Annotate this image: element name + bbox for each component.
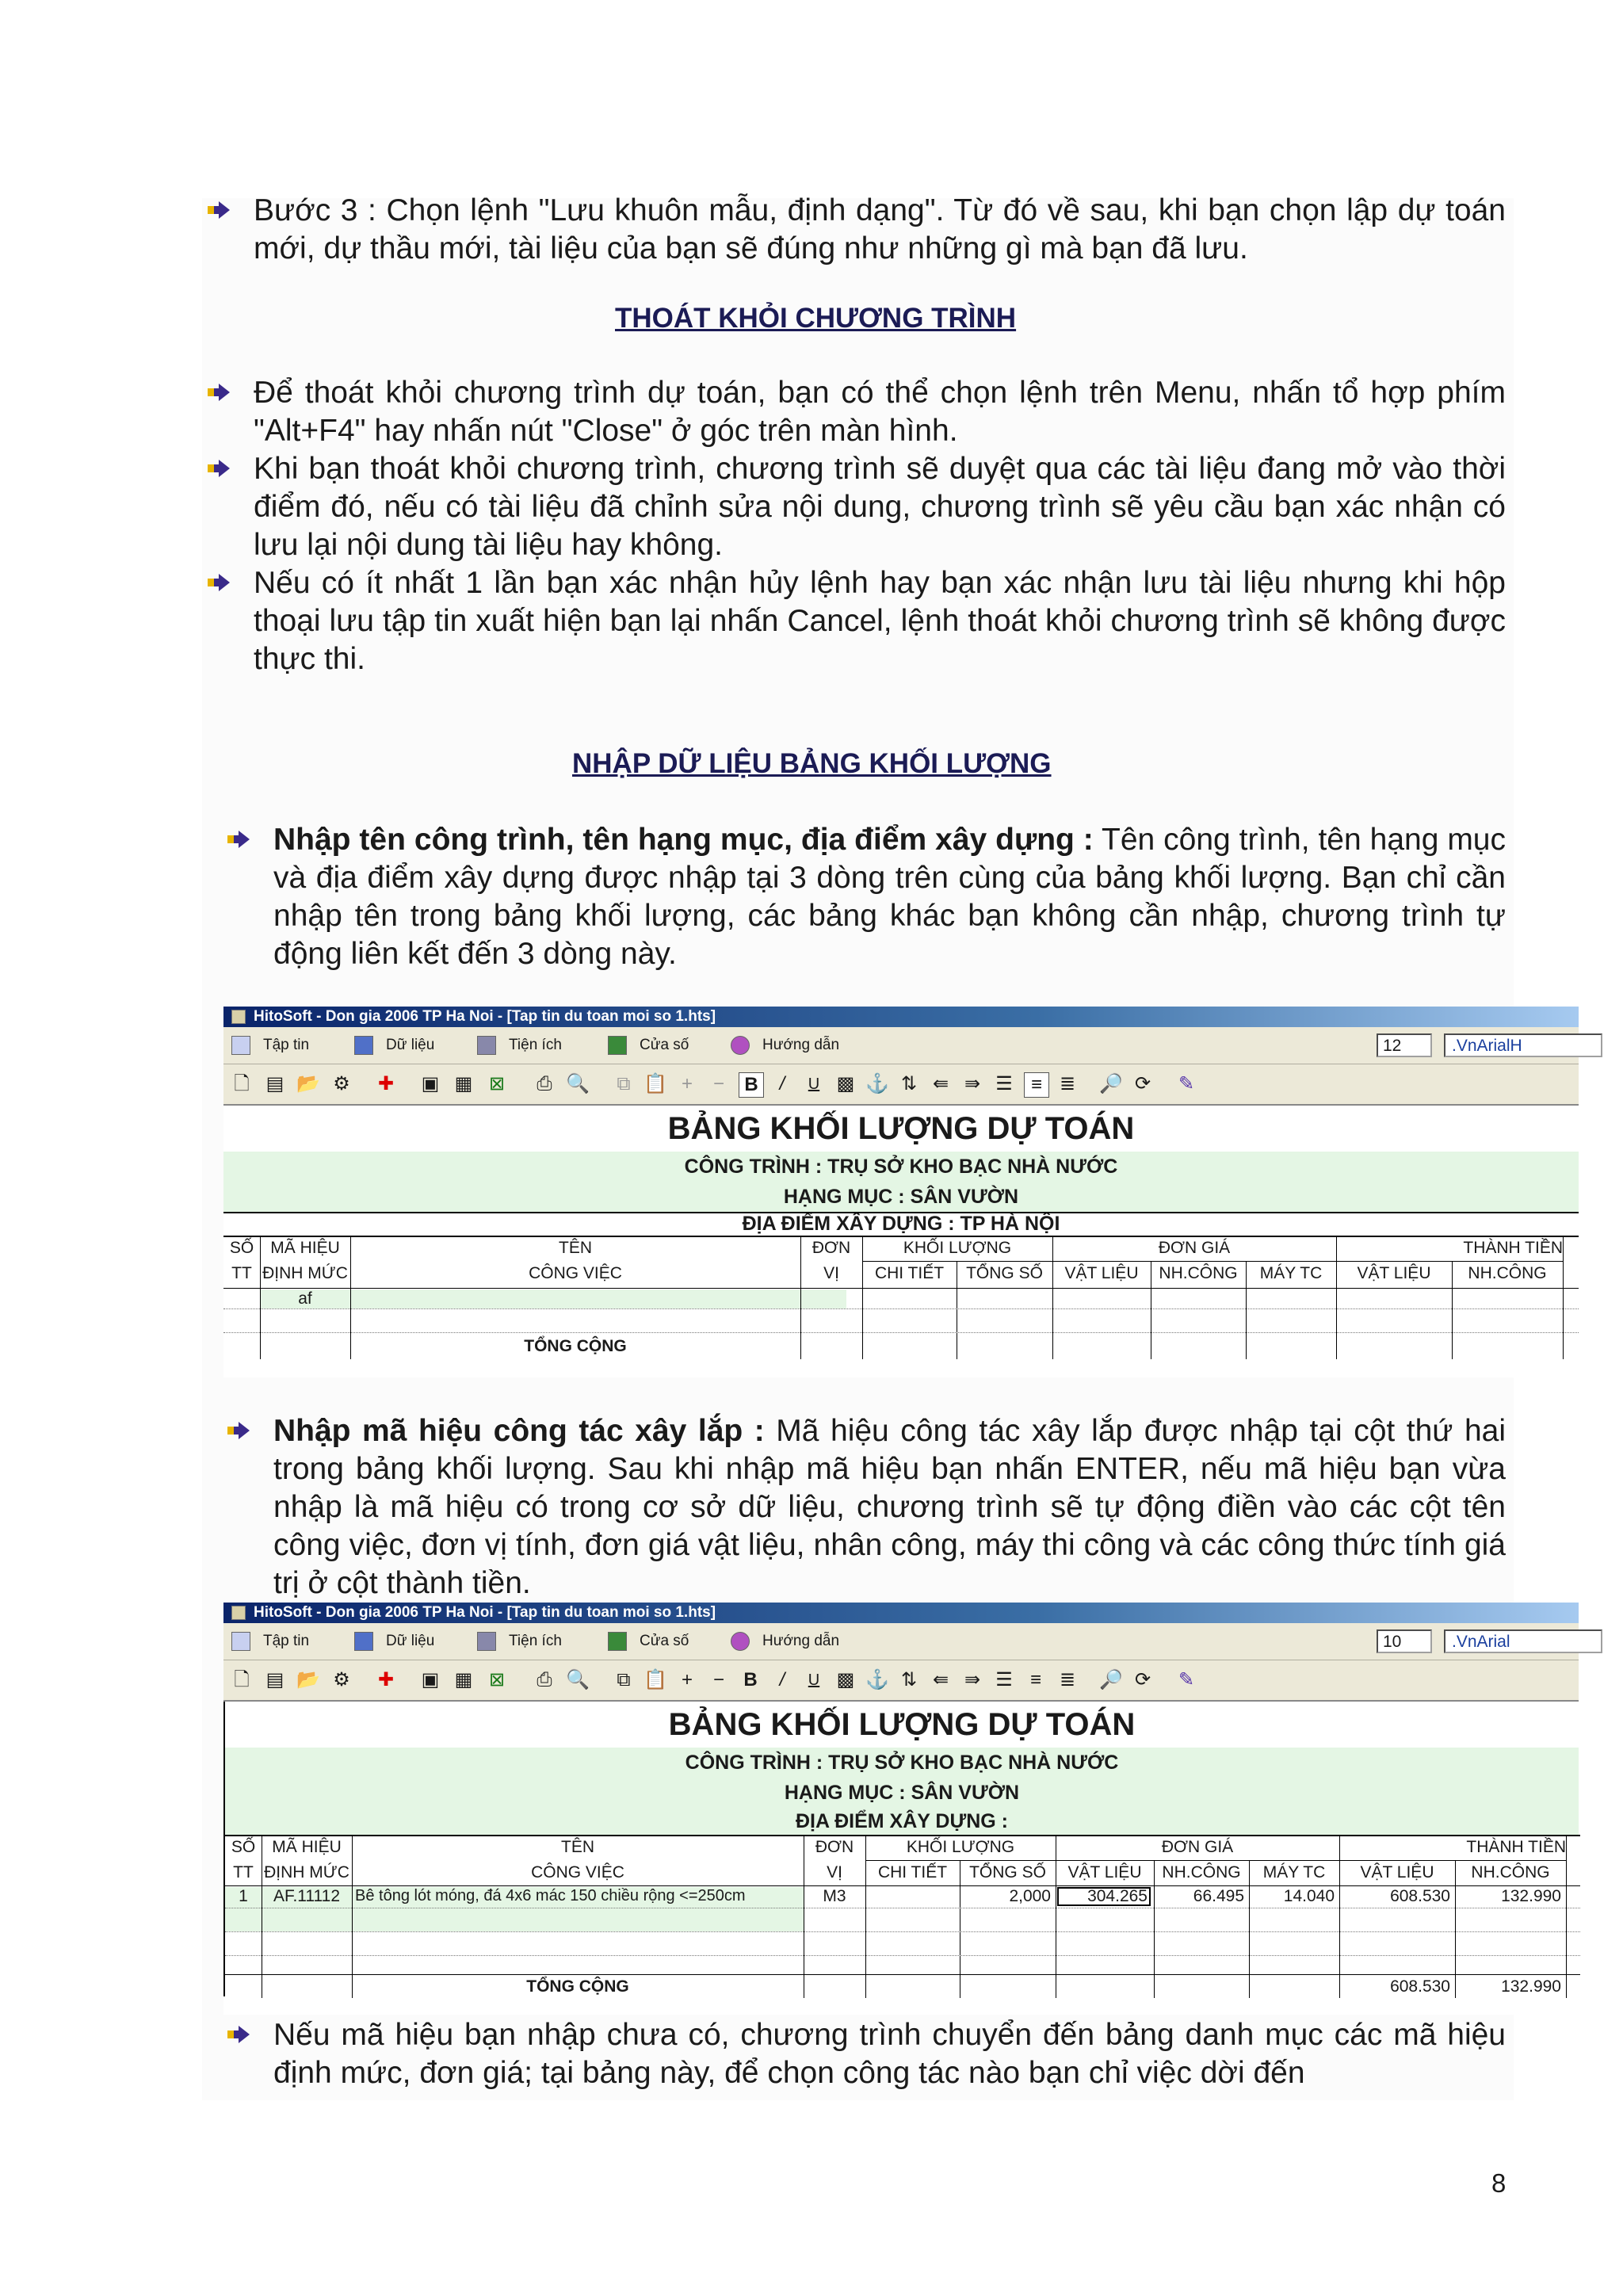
cong-trinh-row[interactable]: CÔNG TRÌNH : TRỤ SỞ KHO BẠC NHÀ NƯỚC bbox=[225, 1748, 1579, 1778]
menu-data[interactable]: Dữ liệu bbox=[354, 1027, 434, 1064]
bullet-arrow-icon bbox=[226, 2024, 251, 2045]
bullet-arrow-icon bbox=[206, 382, 231, 403]
properties-icon[interactable]: ▤ bbox=[265, 1073, 285, 1095]
bullet-arrow-icon bbox=[226, 1420, 251, 1441]
replace-icon[interactable]: ⟳ bbox=[1134, 1669, 1151, 1690]
bullet-arrow-icon bbox=[206, 200, 231, 220]
header-khoi-luong: KHỐI LƯỢNG bbox=[903, 1239, 1012, 1257]
header-tt: TT bbox=[233, 1863, 254, 1881]
input-paragraph-3: Nếu mã hiệu bạn nhập chưa có, chương trình chuyển đến bảng danh mục các mã hiệu định mức, đơn giá; tại bảng này, để chọn công tác nào bạn chỉ việc dời đến bbox=[273, 2016, 1506, 2092]
settings-icon[interactable]: ⚙ bbox=[333, 1669, 350, 1690]
list-icon[interactable]: ☰ bbox=[995, 1073, 1013, 1095]
utilities-menu-icon bbox=[477, 1036, 496, 1055]
underline-icon[interactable]: U bbox=[808, 1671, 820, 1689]
font-name-box[interactable]: .VnArial bbox=[1444, 1629, 1602, 1653]
settings-icon[interactable]: ⚙ bbox=[333, 1073, 350, 1095]
new-icon[interactable]: 🗋 bbox=[234, 1073, 250, 1095]
find-icon[interactable]: 🔎 bbox=[1099, 1669, 1123, 1690]
print-icon[interactable]: ⎙ bbox=[537, 1669, 552, 1690]
header-so: SỐ bbox=[231, 1838, 256, 1856]
save-icon[interactable]: ▣ bbox=[421, 1073, 440, 1095]
font-size-box[interactable]: 10 bbox=[1377, 1629, 1432, 1653]
paste-icon[interactable]: 📋 bbox=[643, 1669, 667, 1690]
cong-trinh-row[interactable]: CÔNG TRÌNH : TRỤ SỞ KHO BẠC NHÀ NƯỚC bbox=[223, 1152, 1579, 1182]
header-don-gia: ĐƠN GIÁ bbox=[1161, 1838, 1234, 1856]
replace-icon[interactable]: ⟳ bbox=[1134, 1073, 1151, 1095]
menu-help[interactable]: Hướng dẫn bbox=[731, 1027, 839, 1064]
input-paragraph-2: Nhập mã hiệu công tác xây lắp : Mã hiệu công tác xây lắp được nhập tại cột thứ hai trong bảng khối lượng. Sau khi nhập mã hiệu bạn nhấn ENTER, nếu mã hiệu bạn vừa nhập là mã hiệu có trong cơ sở dữ liệu, chương trình sẽ tự động điền vào các cột tên công việc, đơn vị tính, đơn giá vật liệu, nhân công, máy thi công và các công thức tính giá trị ở cột thành tiền. bbox=[273, 1412, 1506, 1603]
header-nh-cong: NH.CÔNG bbox=[1159, 1264, 1238, 1282]
copy-icon[interactable]: ⧉ bbox=[617, 1073, 631, 1095]
spreadsheet-2 bbox=[223, 1702, 1579, 1996]
delete-row-icon[interactable]: − bbox=[712, 1073, 724, 1095]
header-chi-tiet: CHI TIẾT bbox=[874, 1264, 945, 1282]
italic-icon[interactable]: / bbox=[779, 1669, 785, 1690]
header-tong-so: TỔNG SỐ bbox=[966, 1264, 1043, 1282]
link-icon[interactable]: ⚓ bbox=[865, 1073, 889, 1095]
print-preview-icon[interactable]: 🔍 bbox=[566, 1669, 590, 1690]
total-label: TỔNG CỘNG bbox=[526, 1977, 629, 1996]
save-as-icon[interactable]: ▦ bbox=[454, 1669, 473, 1690]
row-tong-so[interactable]: 2,000 bbox=[1009, 1887, 1051, 1905]
help-menu-icon bbox=[731, 1632, 750, 1651]
sheet-title: BẢNG KHỐI LƯỢNG DỰ TOÁN bbox=[667, 1111, 1135, 1146]
menu-bar bbox=[223, 1027, 1579, 1064]
align-justify-icon[interactable]: ≣ bbox=[1059, 1669, 1076, 1690]
total-label: TỔNG CỘNG bbox=[524, 1337, 627, 1355]
exit-heading: THOÁT KHỎI CHƯƠNG TRÌNH bbox=[615, 303, 1017, 334]
header-tt: TT bbox=[231, 1264, 252, 1282]
row-may-tc[interactable]: 14.040 bbox=[1283, 1887, 1335, 1905]
print-preview-icon[interactable]: 🔍 bbox=[566, 1073, 590, 1095]
total-vat-lieu: 608.530 bbox=[1390, 1977, 1450, 1996]
sort-icon[interactable]: ⇅ bbox=[900, 1073, 918, 1095]
bullet-arrow-icon bbox=[226, 829, 251, 850]
row-name[interactable]: Bê tông lót móng, đá 4x6 mác 150 chiều rộng <=250cm bbox=[355, 1887, 746, 1904]
find-icon[interactable]: 🔎 bbox=[1099, 1073, 1123, 1095]
header-ten: TÊN bbox=[561, 1838, 594, 1856]
file-menu-icon bbox=[231, 1036, 250, 1055]
add-red-icon[interactable]: ✚ bbox=[377, 1669, 395, 1690]
row-stt[interactable]: 1 bbox=[239, 1887, 248, 1905]
header-ma-hieu: MÃ HIỆU bbox=[270, 1239, 340, 1257]
color-grid-icon[interactable]: ▩ bbox=[836, 1669, 855, 1690]
header-khoi-luong: KHỐI LƯỢNG bbox=[906, 1838, 1015, 1856]
header-cong-viec: CÔNG VIỆC bbox=[531, 1863, 624, 1881]
table-grid-1 bbox=[223, 1236, 1579, 1359]
delete-row-icon[interactable]: − bbox=[712, 1669, 724, 1690]
indent-right-icon[interactable]: ⇛ bbox=[964, 1073, 981, 1095]
input-paragraph-1: Nhập tên công trình, tên hạng mục, địa điểm xây dựng : Tên công trình, tên hạng mục và địa điểm xây dựng được nhập tại 3 dòng trên cùng của bảng khối lượng. Bạn chỉ cần nhập tên trong bảng khối lượng, các bảng khác bạn không cần nhập, chương trình tự động liên kết đến 3 dòng này. bbox=[273, 821, 1506, 973]
page-number: 8 bbox=[1491, 2168, 1507, 2198]
entry-code-cell[interactable]: af bbox=[298, 1289, 312, 1308]
menu-bar bbox=[223, 1623, 1579, 1660]
indent-left-icon[interactable]: ⇚ bbox=[932, 1073, 949, 1095]
row-tt-vat-lieu[interactable]: 608.530 bbox=[1390, 1887, 1450, 1905]
indent-right-icon[interactable]: ⇛ bbox=[964, 1669, 981, 1690]
window-title-bar: HitoSoft - Don gia 2006 TP Ha Noi - [Tap tin du toan moi so 1.hts] bbox=[223, 1603, 1579, 1623]
excel-icon[interactable]: ⊠ bbox=[488, 1669, 506, 1690]
dia-diem-row[interactable]: ĐỊA ĐIỂM XÂY DỰNG : TP HÀ NỘI bbox=[223, 1212, 1579, 1236]
screenshot-window-1 bbox=[223, 1007, 1579, 1377]
header-dinh-muc: ĐỊNH MỨC bbox=[262, 1264, 348, 1282]
save-icon[interactable]: ▣ bbox=[421, 1669, 440, 1690]
table-grid-2 bbox=[225, 1835, 1580, 1998]
italic-icon[interactable]: / bbox=[779, 1073, 785, 1095]
utilities-menu-icon bbox=[477, 1632, 496, 1651]
header-dinh-muc: ĐỊNH MỨC bbox=[264, 1863, 349, 1881]
row-code[interactable]: AF.11112 bbox=[273, 1887, 341, 1905]
row-tt-nhan-cong[interactable]: 132.990 bbox=[1501, 1887, 1561, 1905]
header-tt-nh-cong: NH.CÔNG bbox=[1468, 1264, 1547, 1282]
header-chi-tiet: CHI TIẾT bbox=[877, 1863, 948, 1881]
insert-row-icon[interactable]: + bbox=[681, 1073, 693, 1095]
exit-paragraph-3: Nếu có ít nhất 1 lần bạn xác nhận hủy lệnh hay bạn xác nhận lưu tài liệu nhưng khi hộp thoại lưu tập tin xuất hiện bạn lại nhấn Cancel, lệnh thoát khỏi chương trình sẽ không được thực thi. bbox=[254, 564, 1506, 678]
exit-paragraph-1: Để thoát khỏi chương trình dự toán, bạn có thể chọn lệnh trên Menu, nhấn tổ hợp phím "Alt+F4" hay nhấn nút "Close" ở góc trên màn hình. bbox=[254, 374, 1506, 450]
bold-icon[interactable]: B bbox=[743, 1669, 758, 1690]
properties-icon[interactable]: ▤ bbox=[265, 1669, 285, 1690]
open-icon[interactable]: 📂 bbox=[296, 1669, 320, 1690]
align-center-icon[interactable]: ≡ bbox=[1029, 1669, 1041, 1690]
data-menu-icon bbox=[354, 1036, 373, 1055]
copy-icon[interactable]: ⧉ bbox=[617, 1669, 631, 1690]
header-tong-so: TỔNG SỐ bbox=[969, 1863, 1046, 1881]
align-center-icon[interactable]: ≡ bbox=[1024, 1072, 1049, 1098]
font-size-box[interactable]: 12 bbox=[1377, 1033, 1432, 1057]
total-nhan-cong: 132.990 bbox=[1501, 1977, 1561, 1996]
window-menu-icon bbox=[608, 1632, 627, 1651]
spreadsheet-1 bbox=[223, 1106, 1579, 1358]
header-may-tc: MÁY TC bbox=[1262, 1863, 1326, 1881]
color-grid-icon[interactable]: ▩ bbox=[836, 1073, 855, 1095]
header-don: ĐƠN bbox=[812, 1239, 851, 1257]
header-vi: VỊ bbox=[827, 1863, 842, 1881]
header-so: SỐ bbox=[229, 1239, 254, 1257]
tool-icon[interactable]: ✎ bbox=[1178, 1073, 1195, 1095]
help-menu-icon bbox=[731, 1036, 750, 1055]
indent-left-icon[interactable]: ⇚ bbox=[932, 1669, 949, 1690]
print-icon[interactable]: ⎙ bbox=[537, 1073, 552, 1095]
paste-icon[interactable]: 📋 bbox=[643, 1073, 667, 1095]
align-justify-icon[interactable]: ≣ bbox=[1059, 1073, 1076, 1095]
menu-utilities[interactable]: Tiện ích bbox=[477, 1027, 562, 1064]
open-icon[interactable]: 📂 bbox=[296, 1073, 320, 1095]
menu-file[interactable]: Tập tin bbox=[231, 1623, 309, 1660]
header-don-gia: ĐƠN GIÁ bbox=[1158, 1239, 1231, 1257]
bullet-arrow-icon bbox=[206, 572, 231, 593]
exit-paragraph-2: Khi bạn thoát khỏi chương trình, chương trình sẽ duyệt qua các tài liệu đang mở vào thời điểm đó, nếu có tài liệu đã chỉnh sửa nội dung, chương trình sẽ yêu cầu bạn xác nhận có lưu lại nội dung tài liệu hay không. bbox=[254, 450, 1506, 564]
header-cong-viec: CÔNG VIỆC bbox=[529, 1264, 622, 1282]
toolbar bbox=[223, 1064, 1579, 1106]
row-nhan-cong[interactable]: 66.495 bbox=[1193, 1887, 1244, 1905]
bold-icon[interactable]: B bbox=[739, 1072, 764, 1098]
menu-window[interactable]: Cửa số bbox=[608, 1623, 689, 1660]
hang-muc-row[interactable]: HẠNG MỤC : SÂN VƯỜN bbox=[225, 1778, 1579, 1808]
input-heading: NHẬP DỮ LIỆU BẢNG KHỐI LƯỢNG bbox=[572, 748, 1052, 779]
underline-icon[interactable]: U bbox=[808, 1075, 820, 1093]
excel-icon[interactable]: ⊠ bbox=[488, 1073, 506, 1095]
row-unit[interactable]: M3 bbox=[823, 1887, 846, 1905]
header-vat-lieu: VẬT LIỆU bbox=[1064, 1264, 1139, 1282]
window-title-bar: HitoSoft - Don gia 2006 TP Ha Noi - [Tap tin du toan moi so 1.hts] bbox=[223, 1007, 1579, 1027]
hang-muc-row[interactable]: HẠNG MỤC : SÂN VƯỜN bbox=[223, 1182, 1579, 1212]
list-icon[interactable]: ☰ bbox=[995, 1669, 1013, 1690]
header-may-tc: MÁY TC bbox=[1259, 1264, 1323, 1282]
sort-icon[interactable]: ⇅ bbox=[900, 1669, 918, 1690]
header-tt-vat-lieu: VẬT LIỆU bbox=[1360, 1863, 1434, 1881]
row-vat-lieu[interactable]: 304.265 bbox=[1087, 1887, 1148, 1905]
insert-row-icon[interactable]: + bbox=[681, 1669, 693, 1690]
data-menu-icon bbox=[354, 1632, 373, 1651]
header-nh-cong: NH.CÔNG bbox=[1162, 1863, 1241, 1881]
new-icon[interactable]: 🗋 bbox=[234, 1669, 250, 1690]
add-red-icon[interactable]: ✚ bbox=[377, 1073, 395, 1095]
toolbar bbox=[223, 1660, 1579, 1702]
screenshot-window-2 bbox=[223, 1603, 1579, 2015]
header-vat-lieu: VẬT LIỆU bbox=[1067, 1863, 1142, 1881]
sheet-title: BẢNG KHỐI LƯỢNG DỰ TOÁN bbox=[668, 1707, 1136, 1742]
menu-file[interactable]: Tập tin bbox=[231, 1027, 309, 1064]
header-don: ĐƠN bbox=[815, 1838, 854, 1856]
header-vi: VỊ bbox=[823, 1264, 839, 1282]
header-ma-hieu: MÃ HIỆU bbox=[272, 1838, 342, 1856]
link-icon[interactable]: ⚓ bbox=[865, 1669, 889, 1690]
header-tt-nh-cong: NH.CÔNG bbox=[1471, 1863, 1550, 1881]
file-menu-icon bbox=[231, 1632, 250, 1651]
header-tt-vat-lieu: VẬT LIỆU bbox=[1357, 1264, 1431, 1282]
header-thanh-tien: THÀNH TIỀN bbox=[1463, 1239, 1563, 1257]
menu-help[interactable]: Hướng dẫn bbox=[731, 1623, 839, 1660]
bullet-arrow-icon bbox=[206, 458, 231, 479]
header-thanh-tien: THÀNH TIỀN bbox=[1466, 1838, 1566, 1856]
menu-data[interactable]: Dữ liệu bbox=[354, 1623, 434, 1660]
tool-icon[interactable]: ✎ bbox=[1178, 1669, 1195, 1690]
window-menu-icon bbox=[608, 1036, 627, 1055]
menu-utilities[interactable]: Tiện ích bbox=[477, 1623, 562, 1660]
save-as-icon[interactable]: ▦ bbox=[454, 1073, 473, 1095]
menu-window[interactable]: Cửa số bbox=[608, 1027, 689, 1064]
header-ten: TÊN bbox=[559, 1239, 592, 1257]
font-name-box[interactable]: .VnArialH bbox=[1444, 1033, 1602, 1057]
dia-diem-row[interactable]: ĐỊA ĐIỂM XÂY DỰNG : bbox=[225, 1808, 1579, 1835]
step3-paragraph: Bước 3 : Chọn lệnh "Lưu khuôn mẫu, định dạng". Từ đó về sau, khi bạn chọn lập dự toán mới, dự thầu mới, tài liệu của bạn sẽ đúng như những gì mà bạn đã lưu. bbox=[254, 192, 1506, 268]
